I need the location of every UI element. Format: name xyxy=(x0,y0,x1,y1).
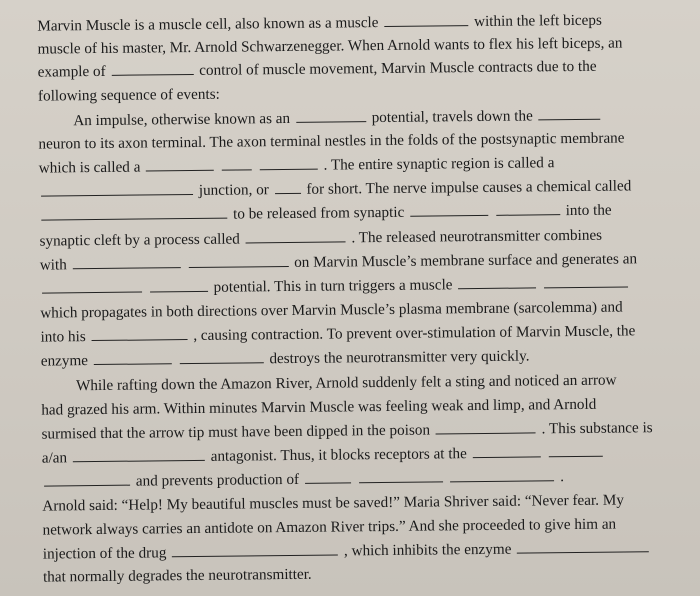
blank-process[interactable] xyxy=(246,228,346,243)
blank-receptor-2[interactable] xyxy=(188,253,288,268)
line-3-text-b: control of muscle movement, Marvin Muscle contracts due to the xyxy=(199,57,597,79)
line-10-text-a: synaptic cleft by a process called xyxy=(39,230,240,250)
blank-tubules[interactable] xyxy=(91,326,187,341)
line-9-text-a: to be released from synaptic xyxy=(232,203,405,223)
blank-muscle-event-1[interactable] xyxy=(458,274,536,289)
blank-receptor-1[interactable] xyxy=(72,254,180,269)
text-line-15 xyxy=(41,346,530,371)
line-24-text: that normally degrades the neurotransmitter. xyxy=(42,565,312,586)
blank-neuron-type[interactable] xyxy=(538,106,600,121)
blank-junction[interactable] xyxy=(41,181,193,197)
blank-control-type[interactable] xyxy=(111,61,193,76)
text-line-11 xyxy=(40,249,637,275)
line-14-text-a: into his xyxy=(40,328,86,346)
text-line-24 xyxy=(43,565,312,588)
line-17-text: had grazed his arm. Within minutes Marvin Muscle was feeling weak and limp, and Arnold xyxy=(41,395,597,419)
blank-potential-type-1[interactable] xyxy=(42,279,142,294)
blank-production-1[interactable] xyxy=(305,469,351,483)
line-11-text-b: on Marvin Muscle’s membrane surface and generates an xyxy=(294,250,638,271)
line-5-text-a: An impulse, otherwise known as an xyxy=(73,109,291,130)
blank-membrane-1[interactable] xyxy=(146,157,214,172)
line-11-text-a: with xyxy=(39,256,67,274)
line-12-text-a: potential. This in turn triggers a muscle xyxy=(213,276,453,296)
text-line-1 xyxy=(37,11,602,37)
blank-drug[interactable] xyxy=(172,541,338,557)
blank-muscle-fiber[interactable] xyxy=(384,12,468,27)
blank-membrane-2[interactable] xyxy=(222,156,252,170)
line-16-text: While rafting down the Amazon River, Arnold suddenly felt a sting and noticed an arrow xyxy=(75,371,617,395)
line-20-text-a: and prevents production of xyxy=(135,470,300,490)
line-4-text: following sequence of events: xyxy=(37,85,220,105)
text-line-12 xyxy=(40,273,630,299)
text-line-5 xyxy=(73,106,603,132)
blank-abbreviation[interactable] xyxy=(275,180,301,194)
text-line-18 xyxy=(41,418,652,444)
line-19-text-a: a/an xyxy=(41,449,68,467)
line-1-text-b: within the left biceps xyxy=(473,11,602,31)
blank-production-2[interactable] xyxy=(359,468,443,483)
blank-enzyme-2[interactable] xyxy=(180,349,264,364)
text-line-6 xyxy=(38,128,624,154)
blank-antagonist[interactable] xyxy=(73,447,205,462)
line-21-text: Arnold said: “Help! My beautiful muscles must be saved!” Maria Shriver said: “Never fear. My xyxy=(42,491,624,515)
line-9-text-b: into the xyxy=(565,201,612,220)
blank-muscle-event-2[interactable] xyxy=(544,273,628,288)
blank-synaptic-1[interactable] xyxy=(410,202,488,217)
text-line-21 xyxy=(42,490,624,516)
text-line-2 xyxy=(37,33,622,59)
text-line-16 xyxy=(76,371,617,397)
line-8-text-a: junction, or xyxy=(198,181,269,199)
text-line-20 xyxy=(42,467,564,492)
text-line-7 xyxy=(39,153,555,178)
text-line-19 xyxy=(42,443,605,469)
line-15-text-b: destroys the neurotransmitter very quickly. xyxy=(269,347,530,368)
blank-degrading-enzyme[interactable] xyxy=(517,538,649,553)
line-5-text-b: potential, travels down the xyxy=(371,107,533,127)
blank-poison[interactable] xyxy=(436,419,536,434)
line-18-text-a: surmised that the arrow tip must have been dipped in the poison xyxy=(41,421,431,443)
line-8-text-b: for short. The nerve impulse causes a chemical called xyxy=(306,177,632,198)
line-22-text: network always carries an antidote on Amazon River trips.” And she proceeded to give him an xyxy=(42,515,617,539)
blank-chemical[interactable] xyxy=(41,205,227,221)
line-15-text-a: enzyme xyxy=(40,352,89,370)
line-10-text-b: . The released neurotransmitter combines xyxy=(351,226,603,247)
line-3-text-a: example of xyxy=(37,62,106,81)
line-6-text: neuron to its axon terminal. The axon terminal nestles in the folds of the postsynaptic membrane xyxy=(38,129,625,153)
line-20-text-b: . xyxy=(560,468,565,486)
blank-receptor-site-1[interactable] xyxy=(473,443,541,458)
text-line-9 xyxy=(39,201,612,227)
blank-enzyme-1[interactable] xyxy=(94,350,172,365)
text-line-17 xyxy=(41,395,596,421)
blank-potential[interactable] xyxy=(296,108,366,123)
text-line-13 xyxy=(40,297,623,323)
blank-receptor-site-2[interactable] xyxy=(548,443,602,458)
line-18-text-b: . This substance is xyxy=(541,419,653,438)
text-line-3 xyxy=(38,57,597,83)
line-13-text: which propagates in both directions over Marvin Muscle’s plasma membrane (sarcolemma) and xyxy=(40,298,623,322)
line-2-text: muscle of his master, Mr. Arnold Schwarzenegger. When Arnold wants to flex his left biceps, an xyxy=(37,34,623,58)
line-7-text-a: which is called a xyxy=(38,158,141,177)
text-line-4 xyxy=(38,85,220,107)
text-line-22 xyxy=(42,515,616,541)
text-line-14 xyxy=(40,321,635,347)
blank-potential-type-2[interactable] xyxy=(150,278,208,293)
line-14-text-b: , causing contraction. To prevent over-stimulation of Marvin Muscle, the xyxy=(193,322,636,344)
text-line-10 xyxy=(39,226,602,252)
blank-membrane-3[interactable] xyxy=(260,156,318,171)
blank-production-3[interactable] xyxy=(450,467,554,482)
line-7-text-b: . The entire synaptic region is called a xyxy=(323,154,555,174)
line-23-text-a: injection of the drug xyxy=(42,544,167,563)
line-23-text-b: , which inhibits the enzyme xyxy=(343,540,512,560)
blank-synaptic-2[interactable] xyxy=(496,201,560,216)
text-line-8 xyxy=(39,176,631,202)
line-1-text-a: Marvin Muscle is a muscle cell, also known as a muscle xyxy=(37,14,379,35)
text-line-23 xyxy=(43,538,652,564)
line-19-text-b: antagonist. Thus, it blocks receptors at the xyxy=(210,445,467,465)
blank-prevents-1[interactable] xyxy=(44,472,130,487)
